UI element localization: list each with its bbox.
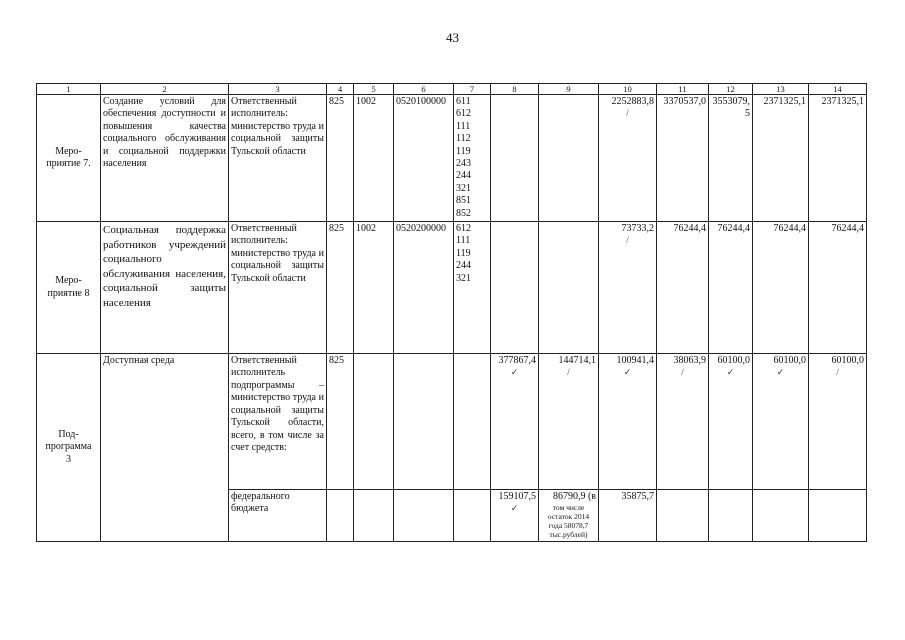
cell-c4: [327, 490, 354, 542]
cell-c12: 76244,4: [709, 222, 753, 354]
check-mark-icon: ✓: [510, 367, 519, 378]
cell-c14: 76244,4: [809, 222, 867, 354]
header-cell: 6: [394, 84, 454, 95]
cell-c5: [354, 354, 394, 490]
cell-c8: 159107,5 ✓: [491, 490, 539, 542]
cell-c4: 825: [327, 354, 354, 490]
expense-codes: 611 612 111 112 119 243 244 321 851 852: [454, 95, 491, 222]
cell-c13: 60100,0 ✓: [753, 354, 809, 490]
check-mark-icon: ✓: [776, 367, 785, 378]
cell-c12: [709, 490, 753, 542]
check-mark-icon: ✓: [623, 367, 632, 378]
header-cell: 4: [327, 84, 354, 95]
cell-c5: [354, 490, 394, 542]
cell-c6: 0520100000: [394, 95, 454, 222]
cell-c10: 35875,7: [599, 490, 657, 542]
cell-c4: 825: [327, 222, 354, 354]
header-row: [37, 84, 867, 95]
cell-c10: 100941,4 ✓: [599, 354, 657, 490]
header-cell: 10: [599, 84, 657, 95]
check-mark-icon: /: [567, 367, 570, 378]
header-cell: 13: [753, 84, 809, 95]
check-mark-icon: /: [681, 367, 684, 378]
cell-c5: 1002: [354, 95, 394, 222]
cell-c5: 1002: [354, 222, 394, 354]
executor-cell: Ответственный исполнитель: министерство труда и социальной защиты Тульской области: [229, 95, 327, 222]
header-cell: 8: [491, 84, 539, 95]
header-cell: 14: [809, 84, 867, 95]
row-label: Меро- приятие 7.: [37, 95, 101, 222]
cell-c11: 3370537,0: [657, 95, 709, 222]
cell-c14: 60100,0 /: [809, 354, 867, 490]
executor-cell: Ответственный исполнитель подпрограммы – министерство труда и социальной защиты Тульской области, всего, в том числе за счет средств:: [229, 354, 327, 490]
header-cell: 5: [354, 84, 394, 95]
header-cell: 11: [657, 84, 709, 95]
cell-c9: [539, 222, 599, 354]
check-mark-icon: /: [626, 108, 629, 119]
header-cell: 9: [539, 84, 599, 95]
header-cell: 12: [709, 84, 753, 95]
cell-c13: [753, 490, 809, 542]
cell-c4: 825: [327, 95, 354, 222]
table-row: [37, 222, 867, 354]
cell-c6: [394, 354, 454, 490]
cell-c14: [809, 490, 867, 542]
table-row: [37, 354, 867, 490]
measure-name: Социальная поддержка работников учреждений социального обслуживания населения, социальной защиты населения: [101, 222, 229, 354]
cell-c11: 38063,9 /: [657, 354, 709, 490]
cell-c9: 86790,9 (в том числе остаток 2014 года 58078,7 тыс.рублей): [539, 490, 599, 542]
executor-cell: федерального бюджета: [229, 490, 327, 542]
table-row: [37, 95, 867, 222]
executor-cell: Ответственный исполнитель: министерство труда и социальной защиты Тульской области: [229, 222, 327, 354]
check-mark-icon: /: [626, 235, 629, 246]
cell-c9: [539, 95, 599, 222]
cell-c11: [657, 490, 709, 542]
cell-c8: [491, 222, 539, 354]
cell-c12: 3553079, 5: [709, 95, 753, 222]
cell-note: том числе остаток 2014 года 58078,7 тыс.рублей): [547, 503, 590, 540]
row-label: Под- программа 3: [37, 354, 101, 542]
cell-c9: 144714,1 /: [539, 354, 599, 490]
page-number: 43: [446, 30, 459, 45]
measure-name: Доступная среда: [101, 354, 229, 542]
expense-codes: 612 111 119 244 321: [454, 222, 491, 354]
measure-name: Создание условий для обеспечения доступности и повышения качества социального обслуживания и социальной поддержки населения: [101, 95, 229, 222]
expense-codes: [454, 354, 491, 490]
cell-c12: 60100,0 ✓: [709, 354, 753, 490]
cell-c6: [394, 490, 454, 542]
cell-c13: 76244,4: [753, 222, 809, 354]
row-label: Меро- приятие 8: [37, 222, 101, 354]
budget-table: [36, 83, 867, 542]
header-cell: 2: [101, 84, 229, 95]
cell-c8: 377867,4 ✓: [491, 354, 539, 490]
header-cell: 1: [37, 84, 101, 95]
header-cell: 3: [229, 84, 327, 95]
check-mark-icon: ✓: [726, 367, 735, 378]
cell-c14: 2371325,1: [809, 95, 867, 222]
cell-c10: 73733,2 /: [599, 222, 657, 354]
cell-c13: 2371325,1: [753, 95, 809, 222]
header-cell: 7: [454, 84, 491, 95]
cell-c6: 0520200000: [394, 222, 454, 354]
check-mark-icon: /: [836, 367, 839, 378]
check-mark-icon: ✓: [510, 503, 519, 514]
cell-c10: 2252883,8 /: [599, 95, 657, 222]
expense-codes: [454, 490, 491, 542]
cell-c8: [491, 95, 539, 222]
cell-c11: 76244,4: [657, 222, 709, 354]
